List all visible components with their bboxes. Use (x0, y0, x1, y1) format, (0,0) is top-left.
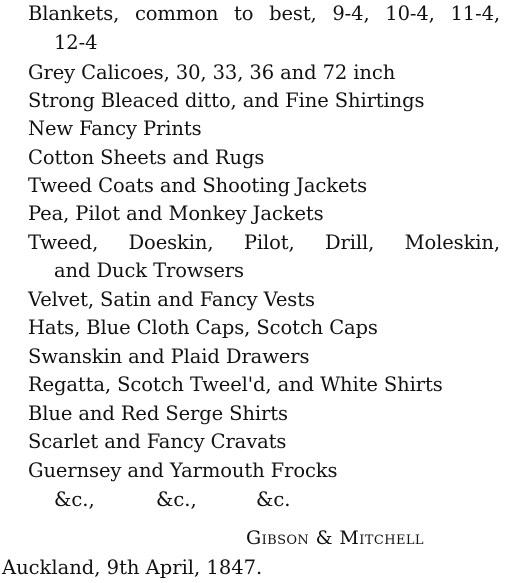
dateline: Auckland, 9th April, 1847. (2, 556, 263, 579)
item-cotton-sheets: Cotton Sheets and Rugs (28, 146, 265, 169)
item-serge-shirts: Blue and Red Serge Shirts (28, 402, 288, 425)
etc-mark-3: &c. (256, 488, 291, 511)
item-pea-jackets: Pea, Pilot and Monkey Jackets (28, 202, 324, 225)
item-fancy-prints: New Fancy Prints (28, 117, 202, 140)
merchant-signature: Gibson & Mitchell (246, 527, 424, 549)
item-shirts: Regatta, Scotch Tweel'd, and White Shirts (28, 373, 443, 396)
item-caps: Hats, Blue Cloth Caps, Scotch Caps (28, 316, 378, 339)
etc-mark-2: &c., (156, 488, 197, 511)
item-bleached-ditto: Strong Bleaced ditto, and Fine Shirtings (28, 89, 425, 112)
item-cravats: Scarlet and Fancy Cravats (28, 430, 287, 453)
item-frocks: Guernsey and Yarmouth Frocks (28, 459, 338, 482)
item-blankets-continued: 12-4 (54, 31, 98, 54)
item-blankets: Blankets, common to best, 9-4, 10-4, 11-4, (28, 2, 500, 25)
etc-mark-1: &c., (54, 488, 95, 511)
item-vests: Velvet, Satin and Fancy Vests (28, 288, 315, 311)
item-grey-calicoes: Grey Calicoes, 30, 33, 36 and 72 inch (28, 61, 396, 84)
item-drawers: Swanskin and Plaid Drawers (28, 345, 310, 368)
item-trowsers-continued: and Duck Trowsers (54, 259, 244, 282)
item-trowsers: Tweed, Doeskin, Pilot, Drill, Moleskin, (28, 231, 500, 254)
item-tweed-coats: Tweed Coats and Shooting Jackets (28, 174, 368, 197)
